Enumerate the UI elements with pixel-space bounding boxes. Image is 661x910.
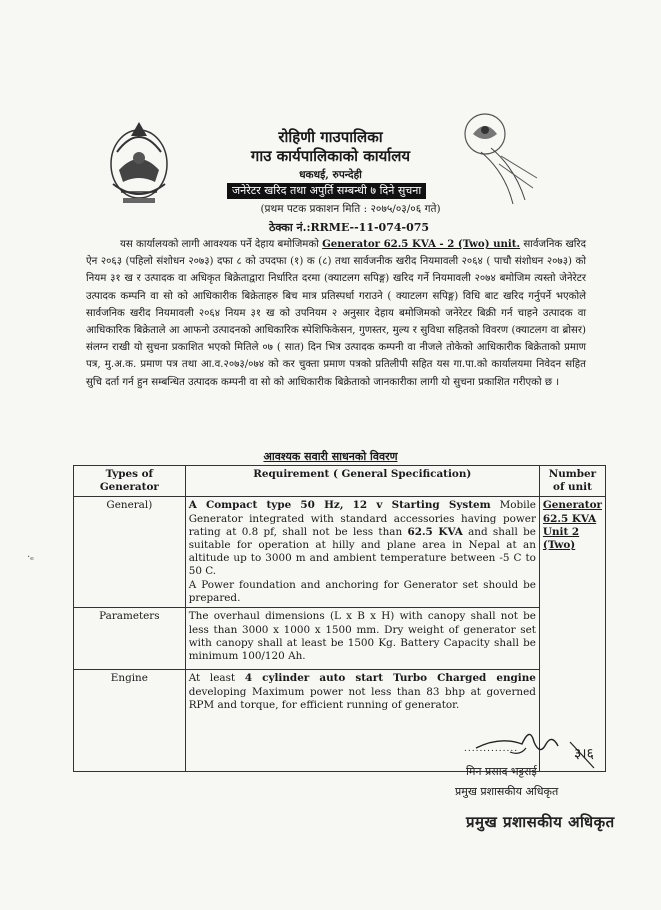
- office-address: धकधई, रुपन्देही: [299, 169, 362, 181]
- spec-text: and shall be suitable for operation at hilly and plane area in Nepal at an altitude up to 3000 m and ambient temperature between -5 C to 50 C.: [188, 525, 536, 578]
- tender-number: ठेक्का नं.:RRME--11-074-075: [269, 221, 430, 234]
- notice-body: [86, 236, 586, 391]
- spec-text: developing Maximum power not less than 83 bhp at governed RPM and torque, for efficient running of generator.: [188, 685, 536, 711]
- header-requirement: Requirement ( General Specification): [185, 466, 539, 497]
- office-name: गाउ कार्यपालिकाको कार्यालय: [250, 147, 411, 165]
- notice-title: जनेरेटर खरिद तथा अपुर्ति सम्बन्धी ७ दिने सुचना: [227, 183, 426, 199]
- signer-name: मिन प्रसाद भट्टराई: [466, 765, 537, 778]
- spec-text: Mobile Generator integrated with standard accessories having power rating at 0.8 pf, shall not be less than: [188, 499, 536, 538]
- table-title: आवश्यक सवारी साधनको विवरण: [263, 450, 398, 463]
- table-row: [74, 497, 606, 608]
- organization-name: रोहिणी गाउपालिका: [278, 128, 383, 146]
- header-units: Number of unit: [539, 466, 605, 497]
- header-types: Types of Generator: [74, 466, 186, 497]
- body-part-2: सार्वजनिक खरिद ऐन २०६३ (पहिलो संशोधन २०७३) दफा ८ को उपदफा (१) क (८) तथा सार्वजनीक खरीद नियमावली २०६४ ( पाचौ संशोधन २०७३) को नियम ३१ ख र उत्पादक वा अधिकृत बिक्रेताद्वारा निर्धारित दरमा (क्याटलग सपिङ्ग) खरिद गर्ने नियमावली २०७४ बमोजिम त्यस्तो जेनेरेटर उत्पादक कम्पनि वा सो को आधिकारीक बिक्रेताहरु बिच मात्र प्रतिस्पर्धा गराउने ( क्याटलग सपिङ्ग) विधि बाट खरिद गर्नुपर्ने भएकोले सार्वजनिक खरीद नियमावली २०६४ नियम ३१ ख को उपनियम २ अनुसार देहाय बमोजिमको जनेरेटर बिक्री गर्न चाहने उत्पादक वा आधिकारिक बिक्रेताले आ आफनो उत्पादनको आधिकारिक स्पेशिफिकेसन, गुणस्तर, मुल्य र सुविधा सहितको विवरण (क्याटलग वा ब्रोसर) संलग्न राखी यो सुचना प्रकाशित भएको मितिले ०७ ( सात) दिन भित्र उत्पादक कम्पनी वा नीजले तोकेको आधिकारीक बिक्रेताको प्रमाण पत्र, मु.अ.क. प्रमाण पत्र तथा आ.व.२०७३/०७४ को कर चुक्ता प्रमाण पत्रको प्रतिलीपी सहित यस गा.पा.को कार्यालयमा निवेदन सहित सुचि दर्ता गर्न हुन सम्बन्धित उत्पादक कम्पनी वा सो को आधिकारीक बिक्रेताको जानकारीका लागी यो सुचना प्रकाशित गरीएको छ ।: [86, 239, 587, 388]
- scan-mark: ·ₑ: [27, 552, 35, 563]
- spec-bold-kva: 62.5 KVA: [407, 525, 463, 538]
- type-cell: Engine: [74, 670, 186, 772]
- spec-bold: A Compact type 50 Hz, 12 v Starting System: [188, 499, 491, 512]
- spec-text: At least: [188, 672, 245, 685]
- spec-text: A Power foundation and anchoring for Generator set should be prepared.: [188, 578, 536, 604]
- signature-dots: ..............: [464, 744, 519, 754]
- table-row: [74, 608, 606, 670]
- spec-bold: 4 cylinder auto start Turbo Charged engine: [244, 672, 536, 685]
- designation-stamp: प्रमुख प्रशासकीय अधिकृत: [466, 813, 615, 831]
- units-cell: Generator 62.5 KVA Unit 2 (Two): [539, 497, 605, 772]
- body-part-1: यस कार्यालयको लागी आवश्यक पर्ने देहाय बमोजिमको: [120, 239, 323, 250]
- generator-highlight: Generator 62.5 KVA - 2 (Two) unit.: [322, 238, 521, 250]
- spec-cell: [185, 497, 539, 608]
- spec-cell: The overhaul dimensions (L x B x H) with canopy shall not be less than 3000 x 1000 x 1500 mm. Dry weight of generator set with canopy shall at least be 1500 Kg. Battery Capacity shall be minimum 100/120 Ah.: [185, 608, 539, 670]
- signer-designation: प्रमुख प्रशासकीय अधिकृत: [455, 785, 559, 798]
- publish-date: (प्रथम पटक प्रकाशन मिति : २०७५/०३/०६ गते): [260, 203, 441, 215]
- signature-date: ३।६: [574, 746, 594, 762]
- type-cell: General): [74, 497, 186, 608]
- table-header-row: [74, 466, 606, 497]
- type-cell: Parameters: [74, 608, 186, 670]
